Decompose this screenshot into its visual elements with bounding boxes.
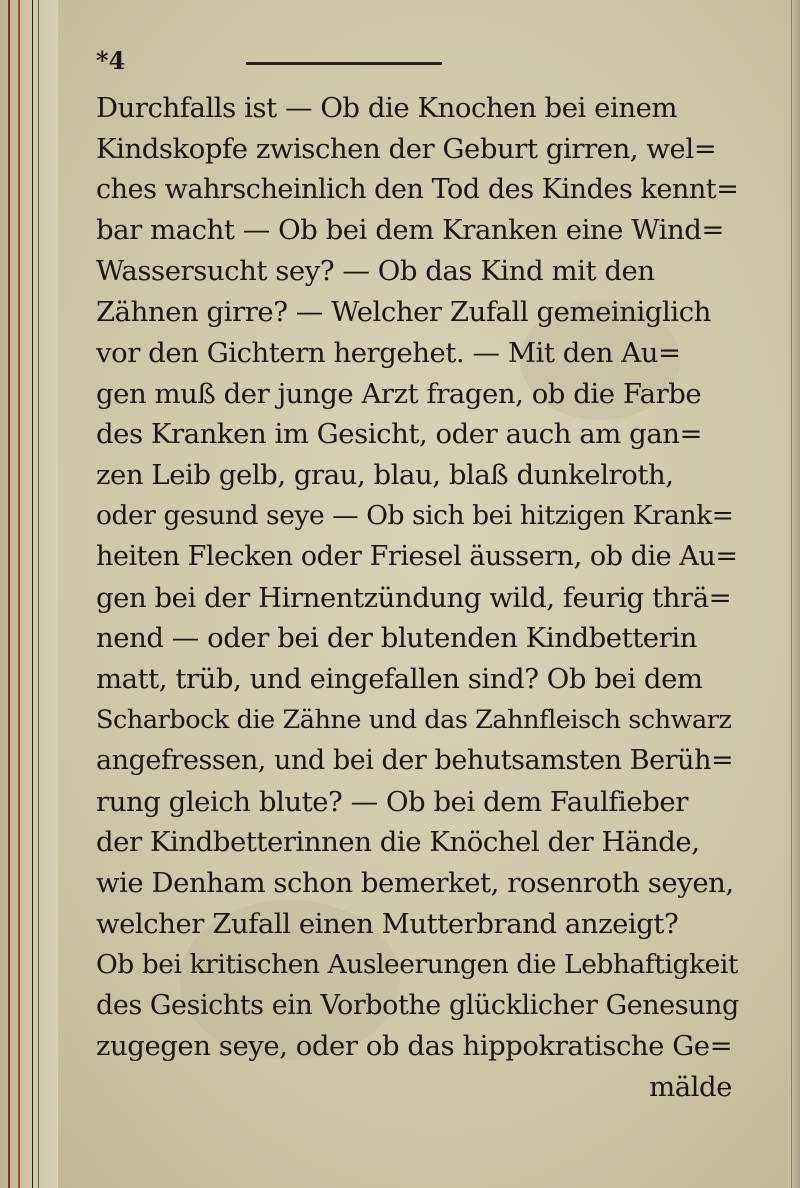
page-number: *4 bbox=[96, 46, 126, 75]
page-edge-line bbox=[791, 0, 792, 1188]
text-line: vor den Gichtern hergehet. — Mit den Au= bbox=[96, 336, 681, 369]
text-line: Ob bei kritischen Ausleerungen die Lebhaftigkeit bbox=[96, 948, 739, 980]
text-line: der Kindbetterinnen die Knöchel der Hände, bbox=[96, 826, 700, 859]
text-line: Durchfalls ist — Ob die Knochen bei einem bbox=[96, 92, 678, 124]
page-header bbox=[96, 44, 736, 78]
body-text bbox=[96, 88, 742, 1108]
text-line: Kindskopfe zwischen der Geburt girren, wel= bbox=[96, 132, 717, 165]
text-line: heiten Flecken oder Friesel äussern, ob die Au= bbox=[96, 540, 738, 572]
binding-rule bbox=[18, 0, 20, 1188]
page-edge bbox=[788, 0, 800, 1188]
text-line: Wassersucht sey? — Ob das Kind mit den bbox=[96, 255, 655, 288]
binding-rule bbox=[32, 0, 33, 1188]
text-line: welcher Zufall einen Mutterbrand anzeigt? bbox=[96, 907, 679, 940]
text-line: ches wahrscheinlich den Tod des Kindes kennt= bbox=[96, 173, 739, 205]
page-binding bbox=[0, 0, 58, 1188]
header-rule bbox=[246, 62, 442, 65]
text-line: angefressen, und bei der behutsamsten Berüh= bbox=[96, 744, 734, 776]
text-line: oder gesund seye — Ob sich bei hitzigen Krank= bbox=[96, 499, 734, 531]
text-line: des Gesichts ein Vorbothe glücklicher Genesung bbox=[96, 989, 739, 1021]
text-line: zugegen seye, oder ob das hippokratische Ge= bbox=[96, 1030, 733, 1063]
text-line: des Kranken im Gesicht, oder auch am gan= bbox=[96, 418, 703, 451]
text-line: gen muß der junge Arzt fragen, ob die Farbe bbox=[96, 377, 702, 410]
text-line: Scharbock die Zähne und das Zahnfleisch schwarz bbox=[96, 704, 732, 735]
text-line: nend — oder bei der blutenden Kindbetterin bbox=[96, 622, 697, 655]
text-line: wie Denham schon bemerket, rosenroth seyen, bbox=[96, 867, 734, 900]
text-line: bar macht — Ob bei dem Kranken eine Wind= bbox=[96, 214, 724, 247]
text-line: Zähnen girre? — Welcher Zufall gemeiniglich bbox=[96, 295, 711, 328]
text-line: zen Leib gelb, grau, blau, blaß dunkelroth, bbox=[96, 459, 674, 492]
binding-rule bbox=[38, 0, 39, 1188]
text-line: matt, trüb, und eingefallen sind? Ob bei dem bbox=[96, 663, 703, 696]
binding-rule bbox=[8, 0, 10, 1188]
text-line: rung gleich blute? — Ob bei dem Faulfieber bbox=[96, 785, 688, 818]
text-line: gen bei der Hirnentzündung wild, feurig thrä= bbox=[96, 581, 732, 614]
catchword: mälde bbox=[649, 1071, 732, 1104]
